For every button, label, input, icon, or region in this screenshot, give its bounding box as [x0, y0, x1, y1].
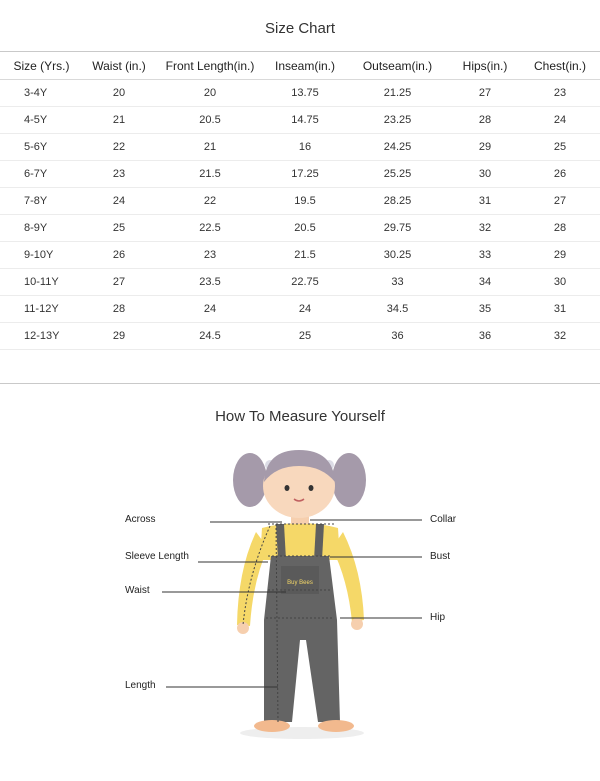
table-cell: 27 [83, 269, 155, 296]
column-header-hips: Hips(in.) [450, 53, 520, 80]
bust-label: Bust [430, 551, 451, 562]
size-cell: 7-8Y [0, 188, 83, 215]
table-cell: 21.5 [155, 161, 265, 188]
table-cell: 27 [520, 188, 600, 215]
table-cell: 20.5 [265, 215, 345, 242]
table-cell: 21.25 [345, 80, 450, 107]
table-cell: 21 [155, 134, 265, 161]
table-cell: 28.25 [345, 188, 450, 215]
right-pigtail [332, 453, 366, 507]
size-cell: 6-7Y [0, 161, 83, 188]
logo-text: Buy Bees [287, 580, 313, 586]
table-cell: 25 [83, 215, 155, 242]
table-cell: 31 [520, 296, 600, 323]
left-shoe [254, 720, 290, 732]
right-hand [351, 618, 363, 630]
table-cell: 20 [83, 80, 155, 107]
table-cell: 24 [520, 107, 600, 134]
table-cell: 25 [520, 134, 600, 161]
table-cell: 29 [83, 323, 155, 350]
table-cell: 24.5 [155, 323, 265, 350]
right-eye [309, 485, 314, 491]
size-cell: 12-13Y [0, 323, 83, 350]
table-cell: 21 [83, 107, 155, 134]
size-cell: 5-6Y [0, 134, 83, 161]
table-cell: 19.5 [265, 188, 345, 215]
table-cell: 36 [345, 323, 450, 350]
table-cell: 23.5 [155, 269, 265, 296]
size-cell: 10-11Y [0, 269, 83, 296]
table-cell: 22 [155, 188, 265, 215]
column-header-inseam: Inseam(in.) [265, 53, 345, 80]
table-cell: 32 [450, 215, 520, 242]
table-cell: 33 [345, 269, 450, 296]
table-cell: 20.5 [155, 107, 265, 134]
table-cell: 20 [155, 80, 265, 107]
table-cell: 22 [83, 134, 155, 161]
table-cell: 35 [450, 296, 520, 323]
measure-title: How To Measure Yourself [215, 408, 385, 425]
sleeve-length-label: Sleeve Length [125, 551, 189, 562]
table-cell: 23 [83, 161, 155, 188]
table-cell: 30 [520, 269, 600, 296]
table-cell: 21.5 [265, 242, 345, 269]
column-header-chest: Chest(in.) [520, 53, 600, 80]
across-label: Across [125, 514, 156, 525]
table-cell: 36 [450, 323, 520, 350]
table-cell: 17.25 [265, 161, 345, 188]
table-cell: 23 [520, 80, 600, 107]
size-cell: 11-12Y [0, 296, 83, 323]
table-cell: 16 [265, 134, 345, 161]
left-pigtail [233, 453, 267, 507]
table-cell: 29 [450, 134, 520, 161]
table-cell: 26 [520, 161, 600, 188]
table-cell: 24.25 [345, 134, 450, 161]
table-cell: 32 [520, 323, 600, 350]
table-cell: 29 [520, 242, 600, 269]
column-header-front-length: Front Length(in.) [155, 53, 265, 80]
table-cell: 25 [265, 323, 345, 350]
table-cell: 31 [450, 188, 520, 215]
left-eye [285, 485, 290, 491]
table-cell: 23 [155, 242, 265, 269]
right-shoe [318, 720, 354, 732]
table-cell: 22.5 [155, 215, 265, 242]
table-cell: 14.75 [265, 107, 345, 134]
table-cell: 33 [450, 242, 520, 269]
table-cell: 34.5 [345, 296, 450, 323]
size-chart-title: Size Chart [264, 20, 336, 37]
table-cell: 24 [265, 296, 345, 323]
table-cell: 25.25 [345, 161, 450, 188]
column-header-waist: Waist (in.) [83, 53, 155, 80]
table-cell: 30.25 [345, 242, 450, 269]
collar-label: Collar [430, 514, 457, 525]
table-cell: 24 [155, 296, 265, 323]
table-cell: 13.75 [265, 80, 345, 107]
table-cell: 28 [83, 296, 155, 323]
size-cell: 3-4Y [0, 80, 83, 107]
table-cell: 26 [83, 242, 155, 269]
table-cell: 29.75 [345, 215, 450, 242]
size-cell: 9-10Y [0, 242, 83, 269]
table-cell: 28 [520, 215, 600, 242]
size-cell: 4-5Y [0, 107, 83, 134]
size-cell: 8-9Y [0, 215, 83, 242]
table-cell: 34 [450, 269, 520, 296]
table-cell: 30 [450, 161, 520, 188]
length-label: Length [125, 680, 156, 691]
table-cell: 22.75 [265, 269, 345, 296]
table-cell: 23.25 [345, 107, 450, 134]
column-header-outseam: Outseam(in.) [345, 53, 450, 80]
hip-label: Hip [430, 612, 446, 623]
waist-label: Waist [125, 585, 150, 596]
table-cell: 27 [450, 80, 520, 107]
table-cell: 28 [450, 107, 520, 134]
column-header-size: Size (Yrs.) [0, 53, 83, 80]
table-cell: 24 [83, 188, 155, 215]
shirt [260, 523, 340, 560]
